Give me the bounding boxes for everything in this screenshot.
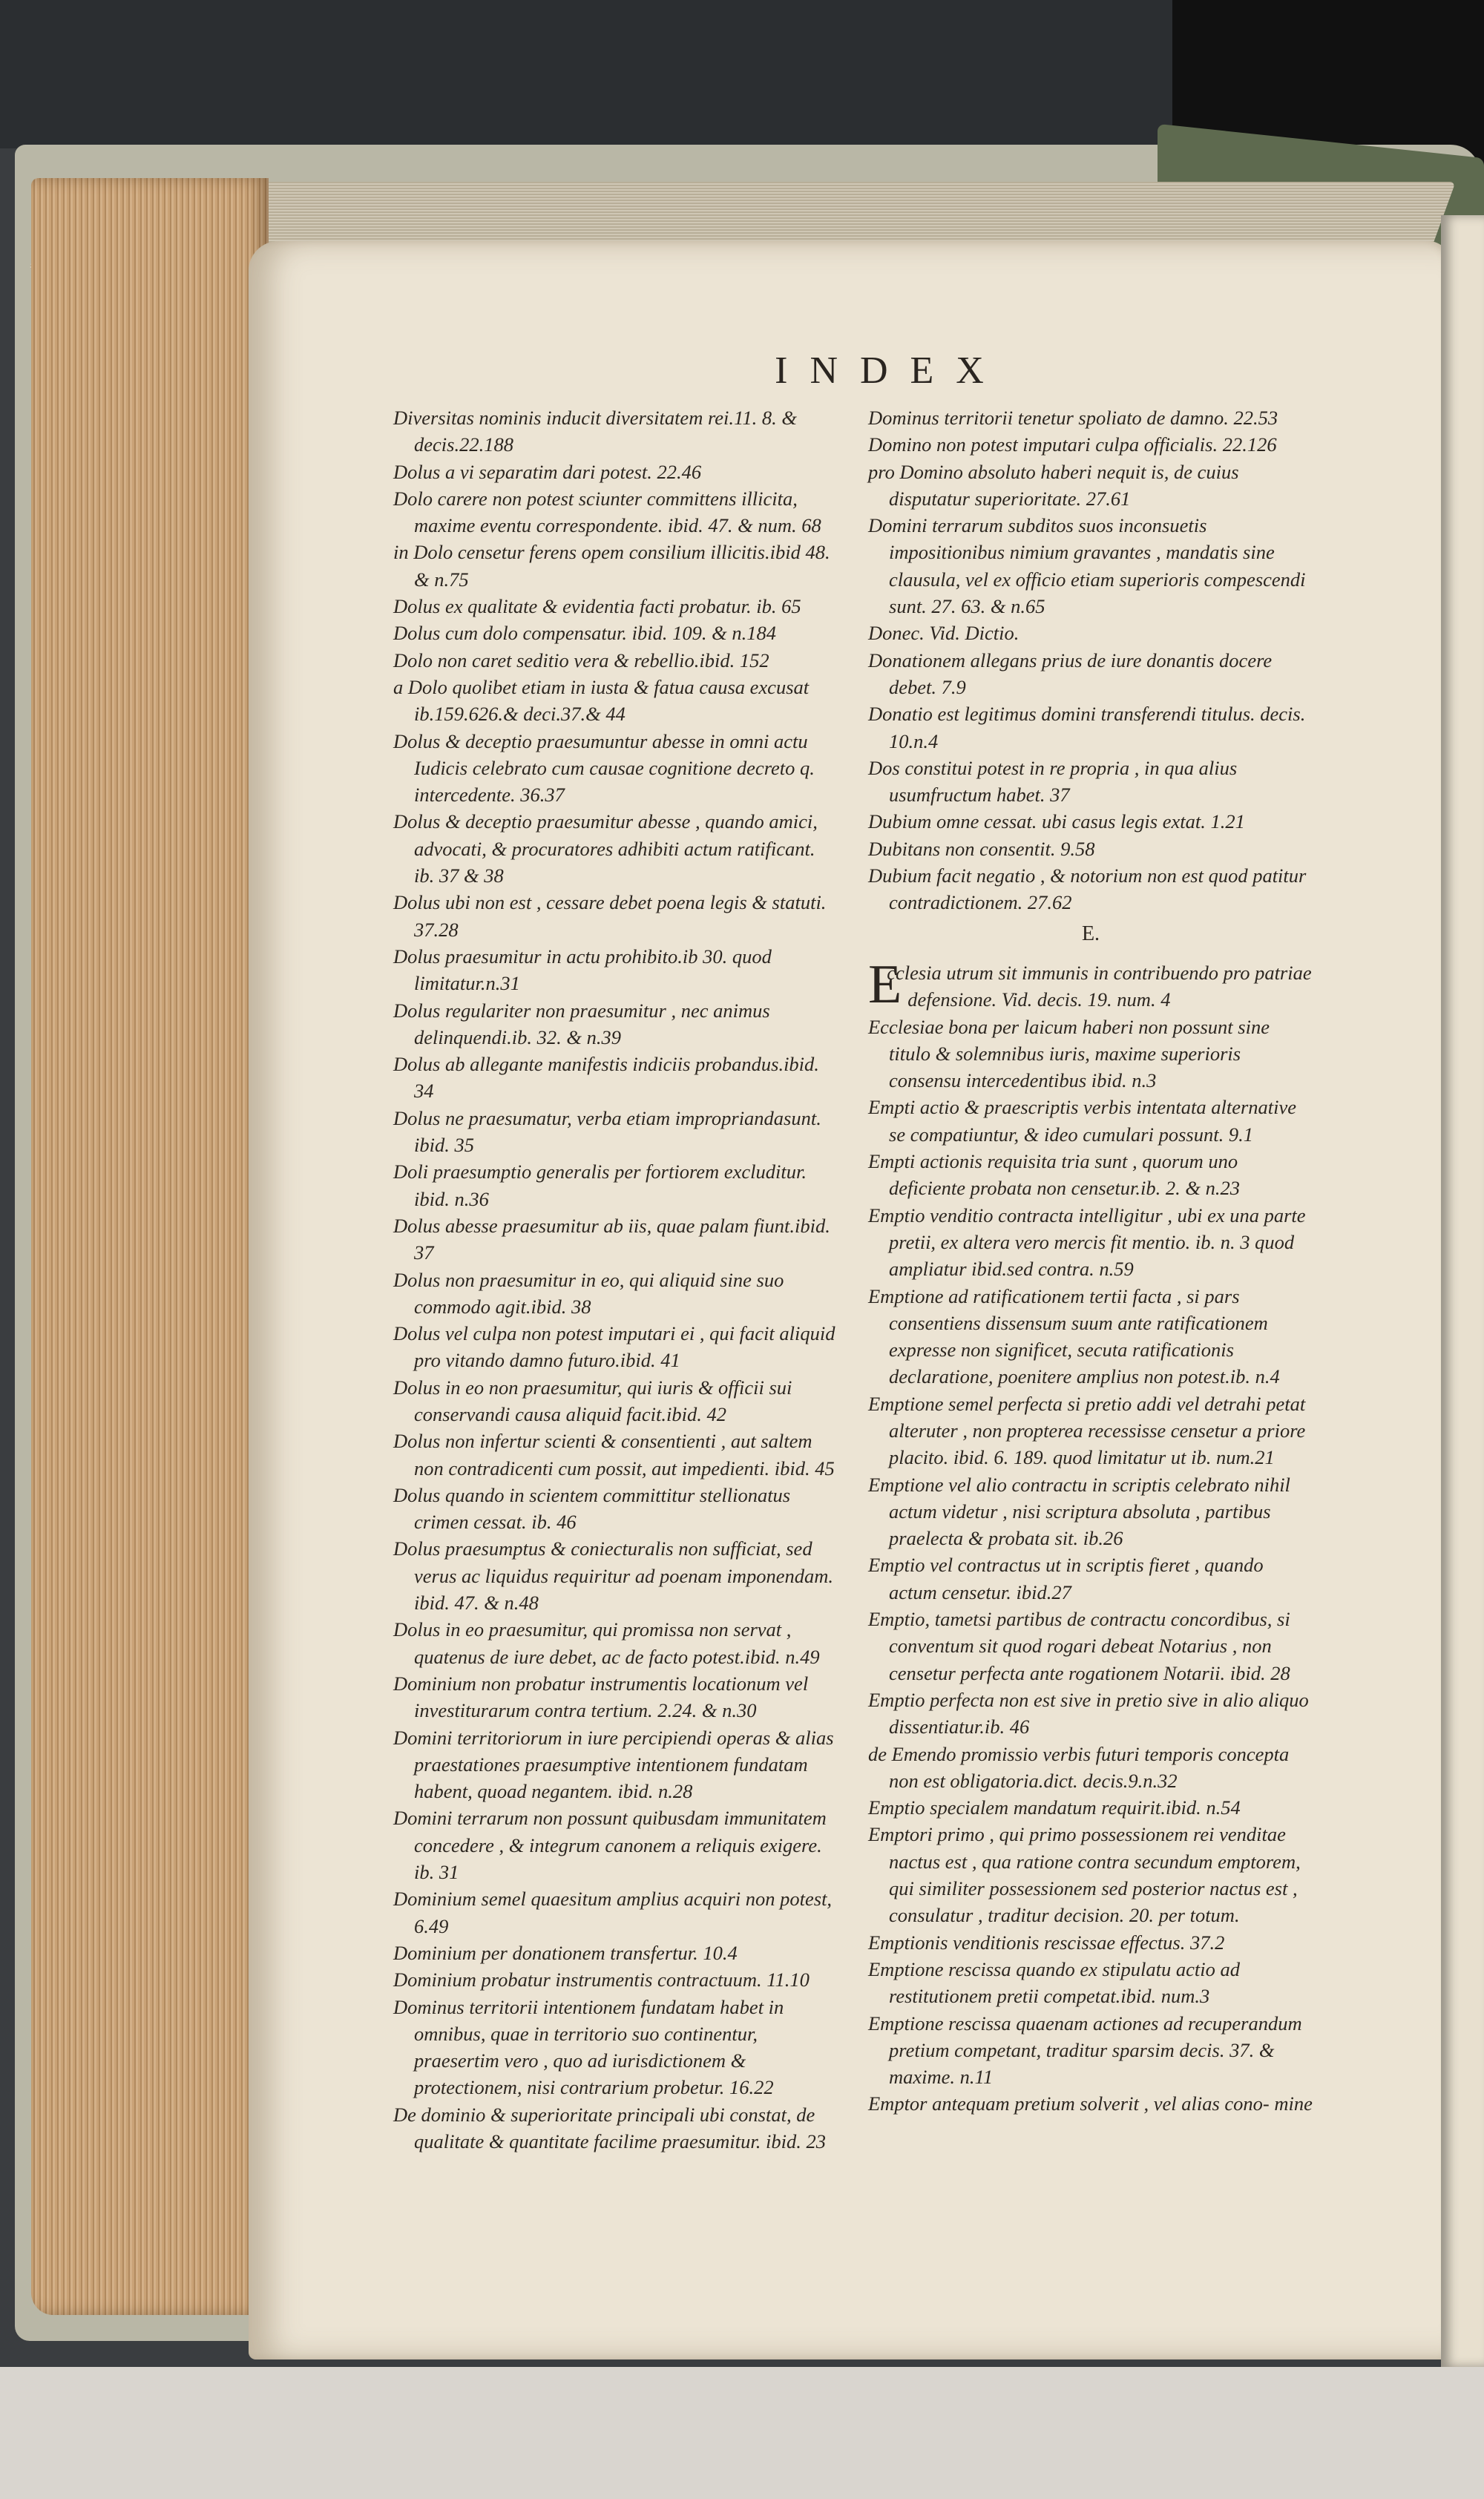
index-entry: Emptio perfecta non est sive in pretio sive in alio aliquo dissentiatur.ib. 46 (868, 1688, 1309, 1738)
index-entry: Emptione semel perfecta si pretio addi vel detrahi petat alteruter , non propterea recessisse censetur a priore placito. ibid. 6. 189. quod limitatur ut ib. num.21 (868, 1392, 1306, 1469)
index-entry: Emptio vel contractus ut in scriptis fieret , quando actum censetur. ibid.27 (868, 1554, 1264, 1603)
index-entry: Doli praesumptio generalis per fortiorem excluditur. ibid. n.36 (393, 1160, 807, 1210)
index-entry: Domini terrarum non possunt quibusdam immunitatem concedere , & integrum canonem a reliquis exigere. ib. 31 (393, 1807, 827, 1884)
index-column-left (393, 404, 838, 2155)
facing-page-edge (1441, 215, 1484, 2367)
index-entry: Dolus ne praesumatur, verba etiam impropriandasunt. ibid. 35 (393, 1106, 821, 1157)
index-entry: Empti actionis requisita tria sunt , quorum uno deficiente probata non censetur.ib. 2. & n.23 (868, 1150, 1241, 1200)
index-entry: Emptione rescissa quaenam actiones ad recuperandum pretium competant, traditur sparsim decis. 37. & maxime. n.11 (868, 2012, 1302, 2089)
index-entry: Emptio specialem mandatum requirit.ibid. n.54 (868, 1796, 1241, 1819)
index-entry: Emptio, tametsi partibus de contractu concordibus, si conventum sit quod rogari debeat Notarius , non censetur perfecta ante rogationem Notarii. ibid. 28 (868, 1608, 1290, 1684)
index-entry: Dolus ex qualitate & evidentia facti probatur. ib. 65 (393, 595, 801, 618)
index-entry: Dolus cum dolo compensatur. ibid. 109. & n.184 (393, 622, 776, 645)
index-entry: Dolus praesumptus & coniecturalis non sufficiat, sed verus ac liquidus requiritur ad poenam imponendam. ibid. 47. & n.48 (393, 1537, 834, 1615)
index-entry: Dos constitui potest in re propria , in qua alius usumfructum habet. 37 (868, 756, 1238, 807)
index-entry: Domini territoriorum in iure percipiendi operas & alias praestationes praesumptive intentionem fundatam habent, quoad negantem. ibid. n.28 (393, 1726, 834, 1803)
index-entry: a Dolo quolibet etiam in iusta & fatua causa excusat ib.159.626.& deci.37.& 44 (393, 675, 810, 726)
index-entry: pro Domino absoluto haberi nequit is, de cuius disputatur superioritate. 27.61 (868, 460, 1239, 510)
index-entry: Dolo non caret seditio vera & rebellio.ibid. 152 (393, 648, 769, 671)
index-entry: Emptione vel alio contractu in scriptis celebrato nihil actum videtur , nisi scriptura absoluta , partibus praelecta & probata sit. ib.26 (868, 1473, 1290, 1550)
index-entry: Dolus abesse praesumitur ab iis, quae palam fiunt.ibid. 37 (393, 1214, 830, 1264)
index-entry: Dominium per donationem transfertur. 10.4 (393, 1941, 738, 1964)
index-entry: Dolus non infertur scienti & consentienti , aut saltem non contradicenti cum possit, aut impedienti. ibid. 45 (393, 1430, 835, 1480)
index-entry: Dominium probatur instrumentis contractuum. 11.10 (393, 1968, 810, 1991)
index-entry: Dolus vel culpa non potest imputari ei , qui facit aliquid pro vitando damno futuro.ibid. 41 (393, 1322, 835, 1372)
index-entry: Dolus a vi separatim dari potest. 22.46 (393, 460, 702, 483)
index-entry: Dominium non probatur instrumentis locationum vel investiturarum contra tertium. 2.24. & n.30 (393, 1672, 809, 1722)
index-entry: in Dolo censetur ferens opem consilium illicitis.ibid 48. & n.75 (393, 541, 830, 591)
index-entry: Dolus in eo praesumitur, qui promissa non servat , quatenus de iure debet, ac de facto potest.ibid. n.49 (393, 1618, 820, 1668)
letter-heading: E. (1081, 922, 1100, 945)
index-entry: Emptione rescissa quando ex stipulatu actio ad restitutionem pretii competat.ibid. num.3 (868, 1957, 1240, 2008)
index-entry: Dominus territorii intentionem fundatam habet in omnibus, quae in territorio suo continentur, praesertim vero , quo ad iurisdictionem & protectionem, nisi contrarium probetur. 16.22 (393, 1995, 784, 2099)
index-entry: Dolus non praesumitur in eo, qui aliquid sine suo commodo agit.ibid. 38 (393, 1268, 784, 1318)
index-entry: Dolus praesumitur in actu prohibito.ib 30. quod limitatur.n.31 (393, 945, 772, 995)
index-entry: Dolus & deceptio praesumitur abesse , quando amici, advocati, & procuratores adhibiti actum ratificant. ib. 37 & 38 (393, 810, 818, 887)
index-entry: Donec. Vid. Dictio. (868, 622, 1020, 645)
index-entry: De dominio & superioritate principali ubi constat, de qualitate & quantitate facilime praesumitur. ibid. 23 (393, 2103, 826, 2152)
index-entry: Dolus regulariter non praesumitur , nec animus delinquendi.ib. 32. & n.39 (393, 999, 770, 1048)
index-entry: Emptione ad ratificationem tertii facta , si pars consentiens dissensum suum ante ratificationem expresse non significet, secuta ratificationis declaratione, poenitere amplius non potest.ib. n.4 (868, 1284, 1280, 1388)
table-surface (0, 2367, 1484, 2499)
page-header: INDEX (775, 349, 1006, 392)
index-entries-d (868, 404, 1313, 916)
index-entry: Dolus quando in scientem committitur stellionatus crimen cessat. ib. 46 (393, 1483, 791, 1534)
index-entry: Dolo carere non potest sciunter committens illicita, maxime eventu correspondente. ibid. 47. & num. 68 (393, 487, 821, 537)
index-entry: Donationem allegans prius de iure donantis docere debet. 7.9 (868, 648, 1273, 698)
index-entry: Dubium facit negatio , & notorium non est quod patitur contradictionem. 27.62 (868, 864, 1307, 914)
index-entry: Diversitas nominis inducit diversitatem rei.11. 8. & decis.22.188 (393, 407, 797, 456)
index-entry: Dolus & deceptio praesumuntur abesse in omni actu Iudicis celebrato cum causae cognitione decreto q. intercedente. 36.37 (393, 729, 815, 807)
index-entry: Emptionis venditionis rescissae effectus. 37.2 (868, 1931, 1225, 1954)
index-entry: Domini terrarum subditos suos inconsuetis impositionibus nimium gravantes , mandatis sine clausula, vel ex officio etiam superioris compescendi sunt. 27. 63. & n.65 (868, 514, 1306, 618)
index-entry: Donatio est legitimus domini transferendi titulus. decis. 10.n.4 (868, 703, 1306, 752)
index-entry: Empti actio & praescriptis verbis intentata alternative se compatiuntur, & ideo cumulari possunt. 9.1 (868, 1096, 1297, 1146)
index-entry: Emptori primo , qui primo possessionem rei venditae nactus est , qua ratione contra secundum emptorem, qui similiter possessionem sed posterior nactus est , consulatur , traditur decision. 20. per totum. (868, 1823, 1301, 1927)
dropcap-entry-text: cclesia utrum sit immunis in contribuendo pro patriae defensione. Vid. decis. 19. num. 4 (887, 961, 1312, 1011)
index-entry: Dubium omne cessat. ubi casus legis extat. 1.21 (868, 810, 1245, 833)
index-entry: Emptio venditio contracta intelligitur , ubi ex una parte pretii, ex altera vero mercis fit mentio. ib. n. 3 quod ampliatur ibid.sed contra. n.59 (868, 1203, 1306, 1281)
index-entry: Dolus ubi non est , cessare debet poena legis & statuti. 37.28 (393, 891, 827, 941)
index-column-right (868, 404, 1313, 2118)
index-entry: Ecclesiae bona per laicum haberi non possunt sine titulo & solemnibus iuris, maxime superioris consensu intercedentibus ibid. n.3 (868, 1015, 1270, 1092)
index-entries-e (868, 1014, 1313, 2118)
index-entry: Dominus territorii tenetur spoliato de damno. 22.53 (868, 407, 1278, 429)
index-entry-dropcap (868, 953, 1313, 1015)
index-entry: de Emendo promissio verbis futuri temporis concepta non est obligatoria.dict. decis.9.n.32 (868, 1742, 1290, 1792)
index-entry: Dolus ab allegante manifestis indiciis probandus.ibid. 34 (393, 1053, 819, 1103)
index-entry: Dolus in eo non praesumitur, qui iuris & officii sui conservandi causa aliquid facit.ibid. 42 (393, 1376, 792, 1425)
index-entry: Dominium semel quaesitum amplius acquiri non potest, 6.49 (393, 1888, 833, 1937)
index-entry: Dubitans non consentit. 9.58 (868, 837, 1095, 860)
page-edges (31, 178, 269, 2315)
index-entry: Emptor antequam pretium solverit , vel alias cono- mine (868, 2092, 1313, 2115)
drop-cap: E (868, 953, 902, 1015)
index-entry: Domino non potest imputari culpa officialis. 22.126 (868, 433, 1277, 456)
